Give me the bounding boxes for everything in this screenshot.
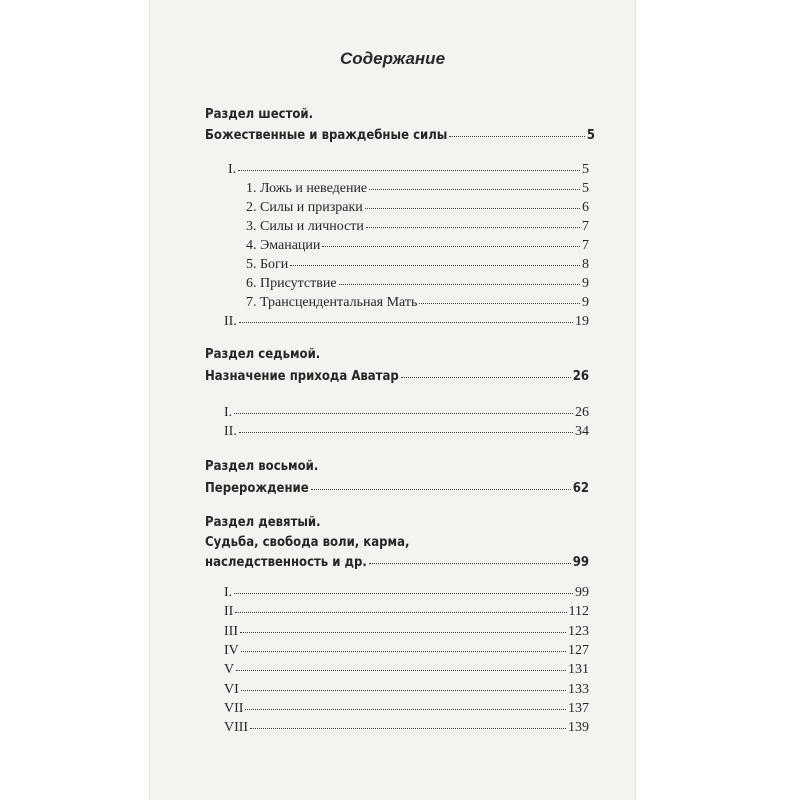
toc-item-label: 3. Силы и личности: [246, 219, 364, 234]
toc-item-label: IV: [224, 643, 239, 658]
dot-leader: [245, 709, 566, 710]
toc-item-page: 6: [582, 200, 589, 215]
toc-item: [224, 406, 589, 420]
dot-leader: [240, 632, 566, 633]
toc-item: [246, 239, 589, 253]
dot-leader: [369, 563, 571, 564]
dot-leader: [234, 593, 573, 594]
toc-entry-label: наследственность и др.: [205, 555, 367, 570]
toc-item-page: 99: [575, 585, 589, 600]
toc-item: [224, 605, 589, 619]
toc-entry-label: Перерождение: [205, 481, 309, 496]
dot-leader: [234, 413, 573, 414]
toc-item-page: 137: [568, 701, 589, 716]
dot-leader: [250, 728, 566, 729]
toc-item-page: 9: [582, 276, 589, 291]
toc-item: [246, 296, 589, 310]
toc-item-label: VIII: [224, 720, 249, 735]
toc-item: [246, 182, 589, 196]
toc-item-label: 1. Ложь и неведение: [246, 181, 368, 196]
toc-item-label: 4. Эманации: [246, 238, 321, 253]
toc-item-page: 123: [568, 624, 589, 639]
toc-entry-page: 99: [572, 555, 589, 570]
toc-item-label: 2. Силы и призраки: [246, 200, 363, 215]
toc-entry: [205, 482, 589, 495]
dot-leader: [241, 651, 566, 652]
toc-item-page: 112: [568, 604, 589, 619]
toc-item-page: 8: [582, 257, 589, 272]
toc-item: [246, 201, 589, 215]
toc-item-page: 131: [568, 662, 589, 677]
toc-item-label: 7. Трансцендентальная Мать: [246, 295, 418, 310]
toc-item: [224, 425, 589, 439]
section-heading-line2: Судьба, свобода воли, карма,: [205, 535, 410, 550]
toc-item: [224, 625, 589, 639]
toc-item: [246, 258, 589, 272]
section-heading: Раздел седьмой.: [205, 347, 321, 362]
dot-leader: [290, 265, 580, 266]
dot-leader: [241, 690, 566, 691]
dot-leader: [311, 489, 571, 490]
toc-item-label: VII: [224, 701, 244, 716]
dot-leader: [339, 284, 580, 285]
page-title: Содержание: [339, 49, 446, 68]
toc-entry-page: 26: [572, 369, 589, 384]
toc-item: [224, 663, 589, 677]
toc-item: [224, 683, 589, 697]
section-heading: Раздел шестой.: [205, 107, 314, 122]
toc-entry: [205, 370, 589, 383]
dot-leader: [322, 246, 580, 247]
toc-item-page: 7: [582, 219, 589, 234]
toc-entry-label: Божественные и враждебные силы: [205, 128, 448, 143]
toc-item-page: 139: [568, 720, 589, 735]
dot-leader: [239, 322, 573, 323]
toc-item-label: VI: [224, 682, 239, 697]
toc-entry-label: Назначение прихода Аватар: [205, 369, 399, 384]
toc-item-page: 7: [582, 238, 589, 253]
toc-item-label: III: [224, 624, 238, 639]
dot-leader: [365, 208, 580, 209]
toc-item-page: 5: [582, 162, 589, 177]
toc-item-label: I.: [224, 585, 233, 600]
dot-leader: [238, 170, 580, 171]
toc-item-page: 127: [568, 643, 589, 658]
toc-item-label: II.: [224, 314, 237, 329]
toc-entry-page: 5: [586, 128, 595, 143]
toc-item: [224, 586, 589, 600]
dot-leader: [401, 377, 571, 378]
toc-entry: [205, 556, 589, 569]
toc-item-label: 6. Присутствие: [246, 276, 337, 291]
toc-item-page: 26: [575, 405, 589, 420]
toc-item-page: 5: [582, 181, 589, 196]
toc-item: [224, 702, 589, 716]
dot-leader: [449, 136, 584, 137]
dot-leader: [366, 227, 580, 228]
toc-item-page: 19: [575, 314, 589, 329]
toc-item-label: 5. Боги: [246, 257, 289, 272]
toc-item: [224, 644, 589, 658]
toc-item-label: II.: [224, 424, 237, 439]
dot-leader: [236, 670, 566, 671]
toc-item-page: 34: [575, 424, 589, 439]
toc-item: [224, 721, 589, 735]
toc-item-page: 9: [582, 295, 589, 310]
toc-item-label: V: [224, 662, 235, 677]
toc-item-page: 133: [568, 682, 589, 697]
toc-item-label: II: [224, 604, 234, 619]
dot-leader: [369, 189, 580, 190]
dot-leader: [419, 303, 580, 304]
section-heading: Раздел девятый.: [205, 515, 321, 530]
section-heading: Раздел восьмой.: [205, 459, 319, 474]
toc-item-label: I.: [228, 162, 237, 177]
toc-item: [228, 163, 589, 177]
dot-leader: [235, 612, 566, 613]
toc-item: [246, 220, 589, 234]
toc-item-label: I.: [224, 405, 233, 420]
toc-item: [246, 277, 589, 291]
dot-leader: [239, 432, 573, 433]
toc-entry-page: 62: [572, 481, 589, 496]
toc-item: [224, 315, 589, 329]
toc-entry: [205, 129, 595, 142]
